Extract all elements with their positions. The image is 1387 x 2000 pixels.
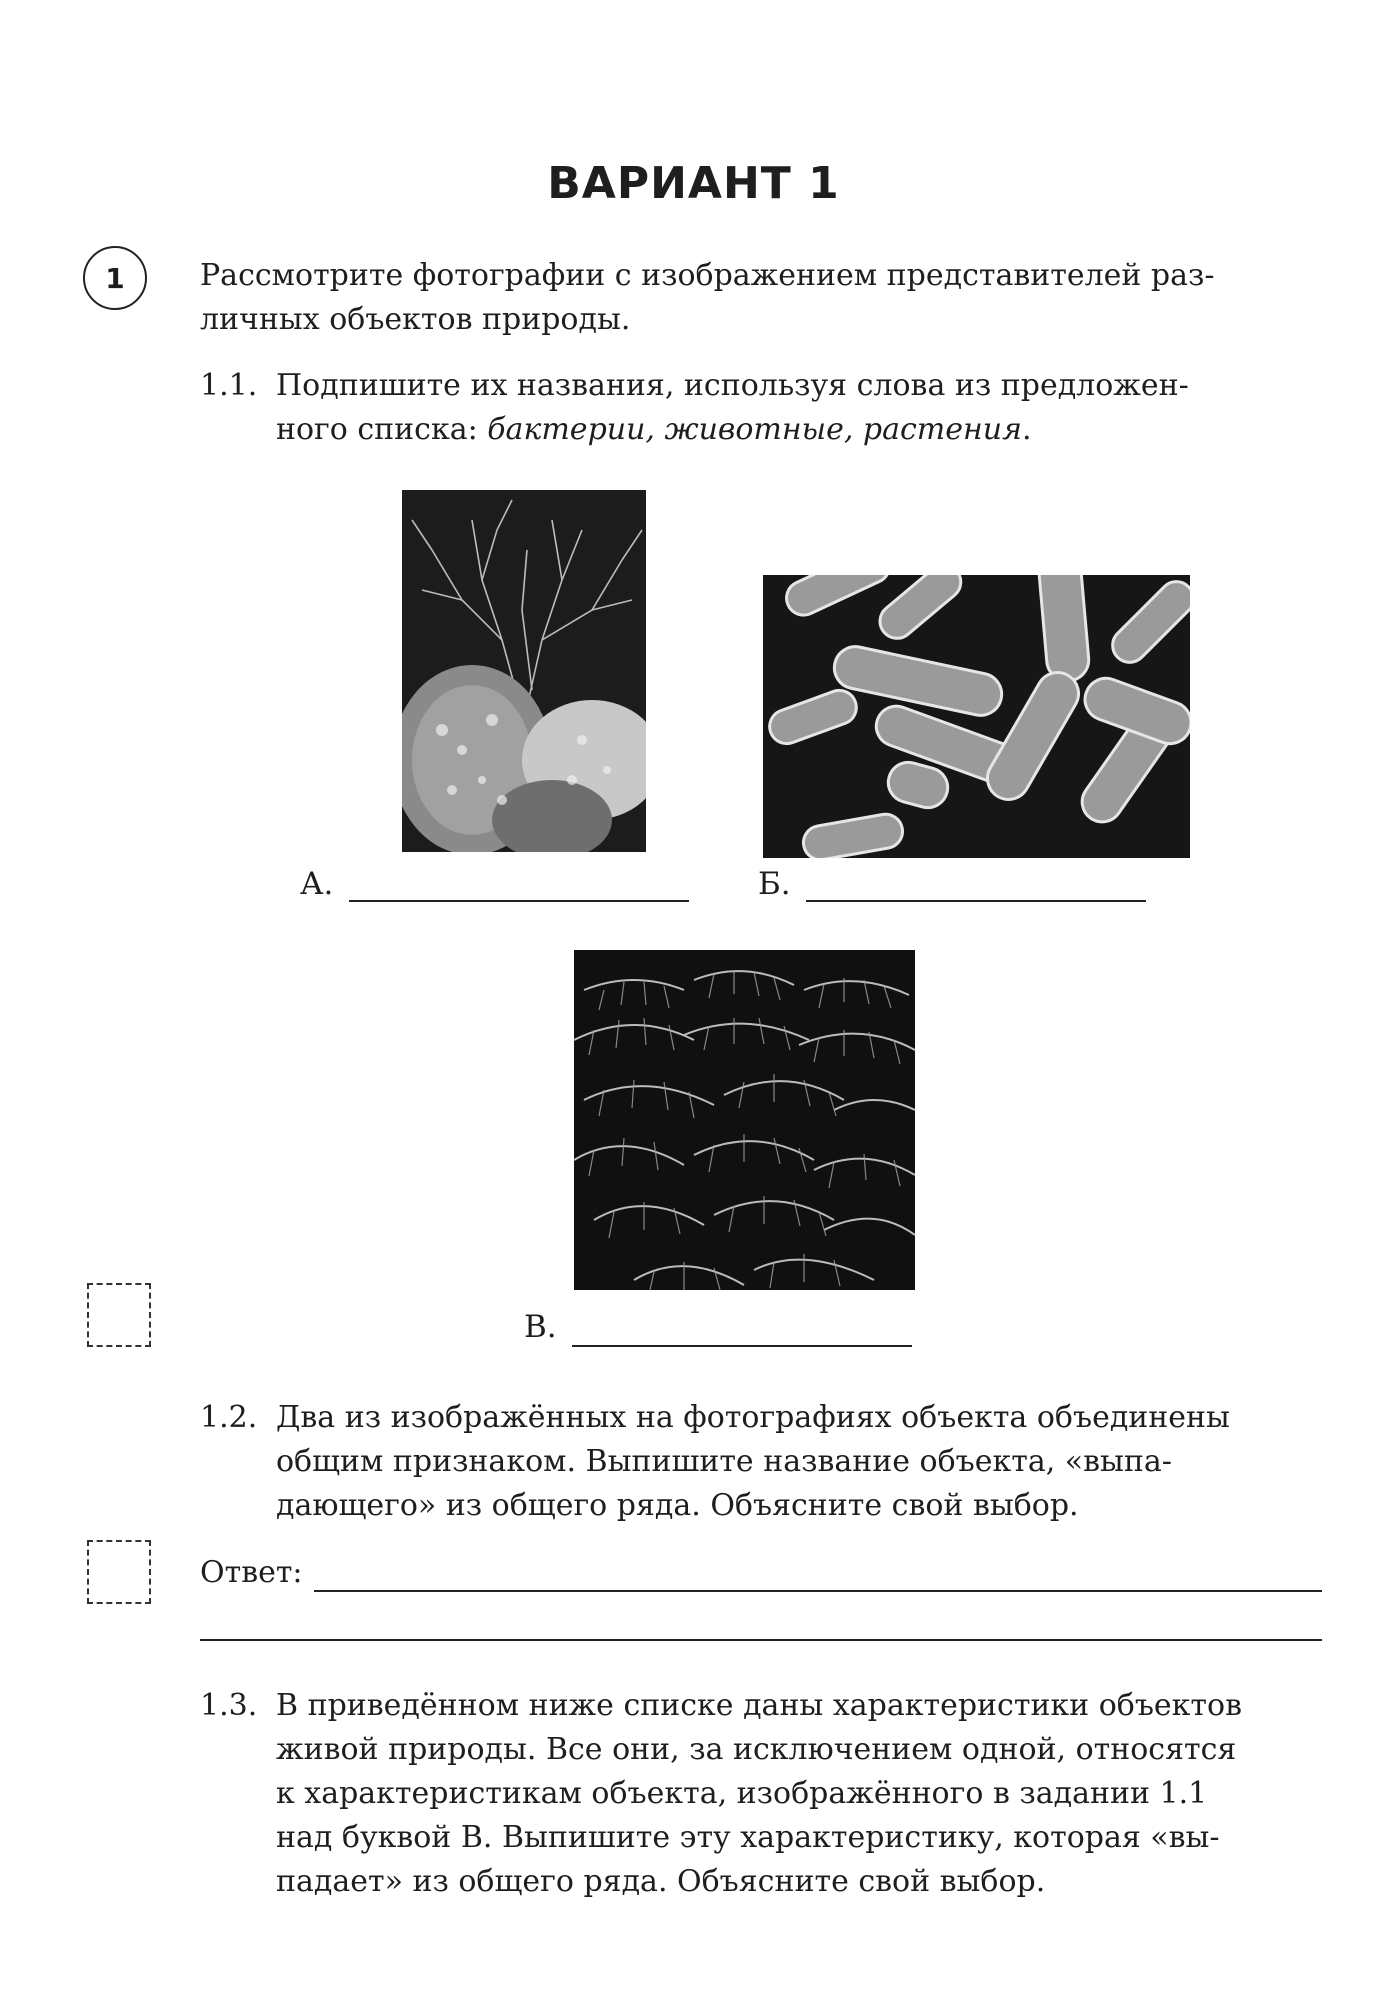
task-intro xyxy=(200,254,1320,342)
question-number: 1.2. xyxy=(200,1400,258,1435)
question-text: ного списка: xyxy=(276,412,488,447)
intro-line: Рассмотрите фотографии с изображением представителей раз- xyxy=(200,258,1215,293)
answer-blank-a[interactable] xyxy=(349,898,689,902)
task-number-badge: 1 xyxy=(83,246,147,310)
score-box-1-1[interactable] xyxy=(87,1283,151,1347)
question-text: Два из изображённых на фотографиях объекта объединены xyxy=(276,1400,1230,1435)
question-text: над буквой В. Выпишите эту характеристику, которая «вы- xyxy=(276,1820,1220,1855)
photo-a-label: А. xyxy=(300,866,334,902)
intro-line: личных объектов природы. xyxy=(200,302,631,337)
question-text: к характеристикам объекта, изображённого в задании 1.1 xyxy=(276,1776,1208,1811)
question-number: 1.3. xyxy=(200,1688,258,1723)
answer-line[interactable] xyxy=(200,1639,1322,1641)
page-title: ВАРИАНТ 1 xyxy=(547,158,840,209)
photo-c-label: В. xyxy=(524,1309,557,1345)
question-text: дающего» из общего ряда. Объясните свой выбор. xyxy=(276,1488,1079,1523)
answer-blank-b[interactable] xyxy=(806,898,1146,902)
answer-blank-c[interactable] xyxy=(572,1343,912,1347)
answer-line[interactable] xyxy=(314,1590,1322,1592)
fern-photo xyxy=(574,950,915,1290)
question-text: Подпишите их названия, используя слова из предложен- xyxy=(276,368,1189,403)
question-text: живой природы. Все они, за исключением одной, относятся xyxy=(276,1732,1237,1767)
question-text: падает» из общего ряда. Объясните свой выбор. xyxy=(276,1864,1046,1899)
question-1-3 xyxy=(200,1684,1330,1904)
question-1-2 xyxy=(200,1396,1330,1528)
score-box-1-2[interactable] xyxy=(87,1540,151,1604)
answer-label: Ответ: xyxy=(200,1555,303,1590)
question-text: В приведённом ниже списке даны характеристики объектов xyxy=(276,1688,1242,1723)
question-1-1 xyxy=(200,364,1320,452)
word-list: бактерии, животные, растения xyxy=(487,412,1022,447)
bacteria-photo xyxy=(763,575,1190,858)
coral-reef-photo xyxy=(402,490,646,852)
punctuation: . xyxy=(1021,412,1032,447)
question-text: общим признаком. Выпишите название объекта, «выпа- xyxy=(276,1444,1172,1479)
photo-b-label: Б. xyxy=(758,866,791,902)
question-number: 1.1. xyxy=(200,368,258,403)
